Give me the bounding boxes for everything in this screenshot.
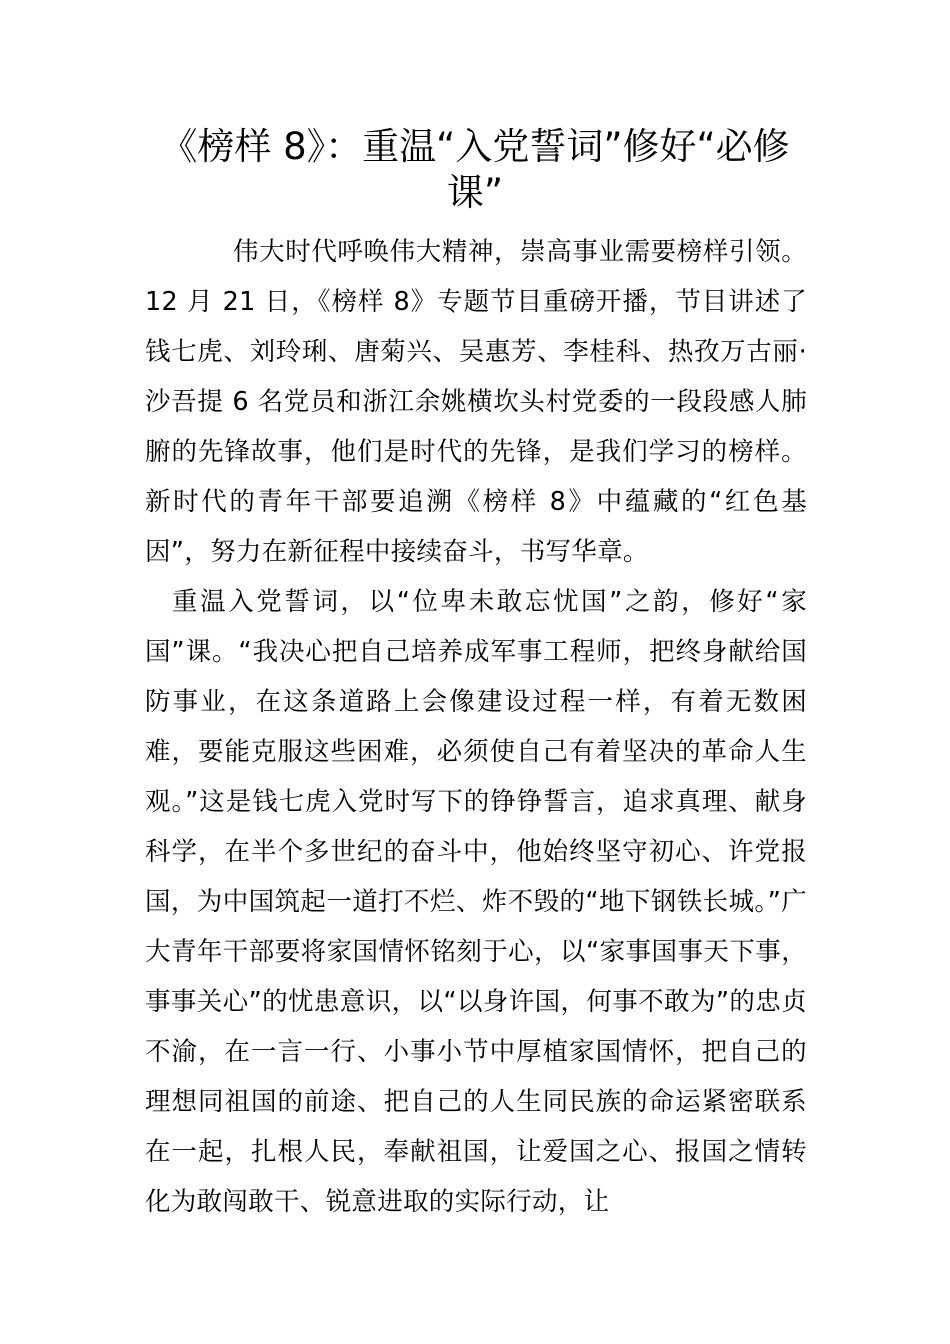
document-title: 《榜样 8》：重温“入党誓词”修好“必修课” [160,125,790,214]
paragraph-oath: 重温入党誓词，以“位卑未敢忘忧国”之韵，修好“家国”课。“我决心把自己培养成军事工程师，把终身献给国防事业，在这条道路上会像建设过程一样，有着无数困难，要能克服这些困难，必须使自己有着坚决的革命人生观。”这是钱七虎入党时写下的铮铮誓言，追求真理、献身科学，在半个多世纪的奋斗中，他始终坚守初心、许党报国，为中国筑起一道打不烂、炸不毁的“地下钢铁长城。”广大青年干部要将家国情怀铭刻于心，以“家事国事天下事，事事关心”的忧患意识，以“以身许国，何事不敢为”的忠贞不渝，在一言一行、小事小节中厚植家国情怀，把自己的理想同祖国的前途、把自己的人生同民族的命运紧密联系在一起，扎根人民，奉献祖国，让爱国之心、报国之情转化为敢闯敢干、锐意进取的实际行动，让 [145,587,807,1217]
paragraph-intro: 伟大时代呼唤伟大精神，崇高事业需要榜样引领。12 月 21 日，《榜样 8》专题节目重磅开播，节目讲述了钱七虎、刘玲琍、唐菊兴、吴惠芳、李桂科、热孜万古丽·沙吾提 6 名党员和浙江余姚横坎头村党委的一段段感人肺腑的先锋故事，他们是时代的先锋，是我们学习的榜样。新时代的青年干部要追溯《榜样 8》中蕴藏的“红色基因”，努力在新征程中接续奋斗，书写华章。 [145,237,807,567]
